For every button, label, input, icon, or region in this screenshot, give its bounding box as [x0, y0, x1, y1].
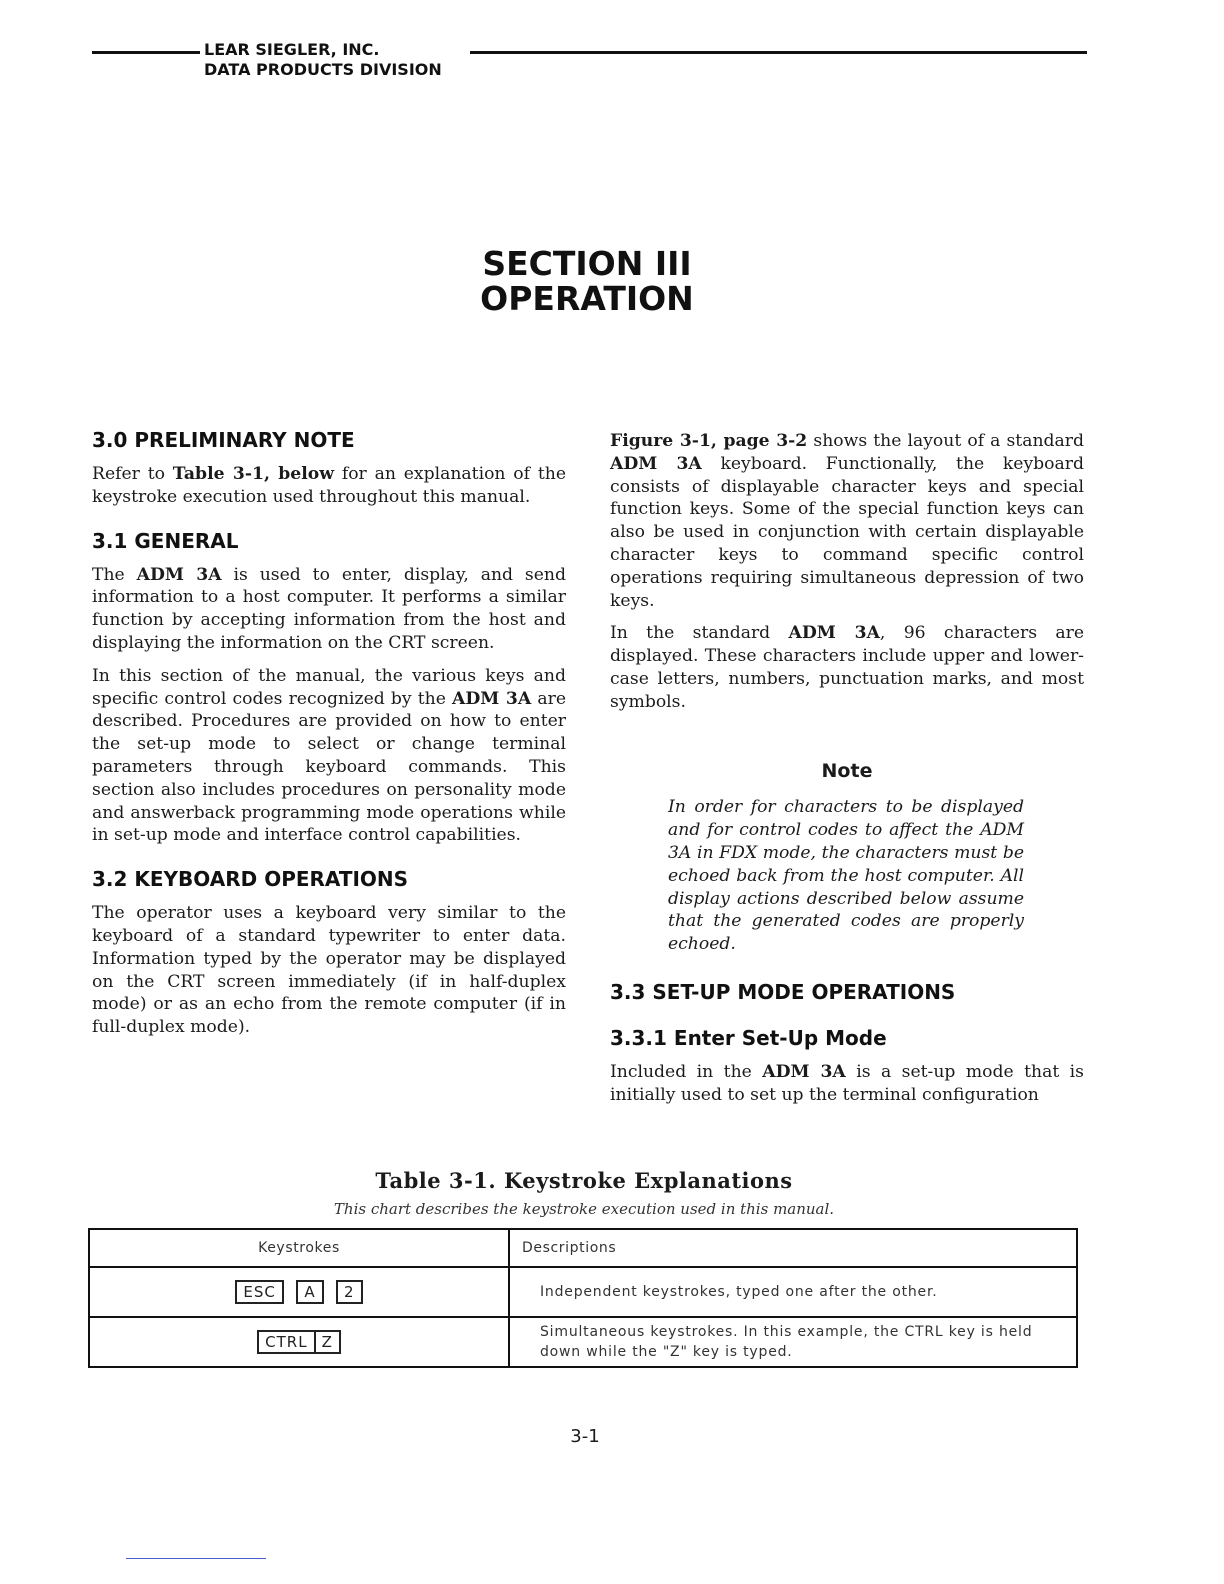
- table-subtitle: This chart describes the keystroke execution used in this manual.: [333, 1200, 835, 1218]
- note-text: In order for characters to be displayed and for control codes to affect the ADM 3A in FDX mode, the characters must be echoed back from the host computer. All display actions described below assume that the generated codes are properly echoed.: [668, 797, 1024, 955]
- key-combo-ctrl-z: [257, 1330, 341, 1354]
- key-z: Z: [314, 1332, 339, 1352]
- table-row: [89, 1317, 1077, 1367]
- table-row: [89, 1267, 1077, 1317]
- section-name: OPERATION: [480, 279, 694, 318]
- footer-rule: [126, 1558, 266, 1559]
- paragraph-3-0: Refer to Table 3-1, below for an explanation of the keystroke execution used throughout this manual.: [92, 464, 566, 507]
- company-line-1: LEAR SIEGLER, INC.: [204, 40, 380, 59]
- header-rule-left: [92, 51, 200, 54]
- paragraph-characters: In the standard ADM 3A, 96 characters are displayed. These characters include upper and lower-case letters, numbers, punctuation marks, and most symbols.: [610, 623, 1084, 712]
- key-a: A: [296, 1280, 323, 1304]
- heading-3-2: 3.2 KEYBOARD OPERATIONS: [92, 867, 409, 892]
- keystroke-cell: [89, 1317, 509, 1367]
- paragraph-3-2: The operator uses a keyboard very similar to the keyboard of a standard typewriter to enter data. Information typed by the operator may be displayed on the CRT screen immediately (if in half-duplex mode) or as an echo from the remote computer (if in full-duplex mode).: [92, 903, 566, 1038]
- paragraph-3-1-b: In this section of the manual, the various keys and specific control codes recognized by the ADM 3A are described. Procedures are provided on how to enter the set-up mode to select or change terminal parameters through keyboard commands. This section also includes procedures on personality mode and answerback programming mode operations while in set-up mode and interface control capabilities.: [92, 665, 566, 846]
- paragraph-3-1-a: The ADM 3A is used to enter, display, and send information to a host computer. It performs a similar function by accepting information from the host and displaying the information on the CRT screen.: [92, 564, 566, 653]
- keystroke-table: [88, 1228, 1078, 1368]
- heading-3-0: 3.0 PRELIMINARY NOTE: [92, 428, 355, 452]
- note-heading: Note: [821, 759, 873, 782]
- heading-3-3: 3.3 SET-UP MODE OPERATIONS: [610, 979, 956, 1004]
- key-2: 2: [336, 1280, 363, 1304]
- description-cell: Independent keystrokes, typed one after the other.: [509, 1267, 1077, 1317]
- header-rule-right: [470, 51, 1087, 54]
- paragraph-3-3-1: Included in the ADM 3A is a set-up mode that is initially used to set up the terminal configuration: [610, 1061, 1085, 1105]
- page-header: [92, 40, 1087, 80]
- left-column: [92, 428, 566, 1049]
- section-title: [0, 246, 1174, 316]
- section-number: SECTION III: [482, 244, 692, 283]
- key-esc: ESC: [235, 1280, 283, 1304]
- right-column: [610, 430, 1084, 1117]
- description-cell: Simultaneous keystrokes. In this example, the CTRL key is held down while the "Z" key is typed.: [509, 1317, 1077, 1367]
- keystroke-cell: [89, 1267, 509, 1317]
- heading-3-1: 3.1 GENERAL: [92, 528, 239, 553]
- paragraph-figure-ref: Figure 3-1, page 3-2 shows the layout of a standard ADM 3A keyboard. Functionally, the keyboard consists of displayable character keys and special function keys. Some of the special function keys can also be used in conjunction with certain displayable character keys to command specific control operations requiring simultaneous depression of two keys.: [610, 431, 1084, 611]
- page-number: 3-1: [570, 1426, 600, 1447]
- column-header-descriptions: Descriptions: [509, 1229, 1077, 1267]
- table-title: Table 3-1. Keystroke Explanations: [375, 1168, 793, 1193]
- company-name: [204, 40, 442, 80]
- company-line-2: DATA PRODUCTS DIVISION: [204, 60, 442, 79]
- key-ctrl: CTRL: [265, 1333, 308, 1351]
- column-header-keystrokes: Keystrokes: [89, 1229, 509, 1267]
- table-header-row: [89, 1229, 1077, 1267]
- heading-3-3-1: 3.3.1 Enter Set-Up Mode: [610, 1025, 887, 1050]
